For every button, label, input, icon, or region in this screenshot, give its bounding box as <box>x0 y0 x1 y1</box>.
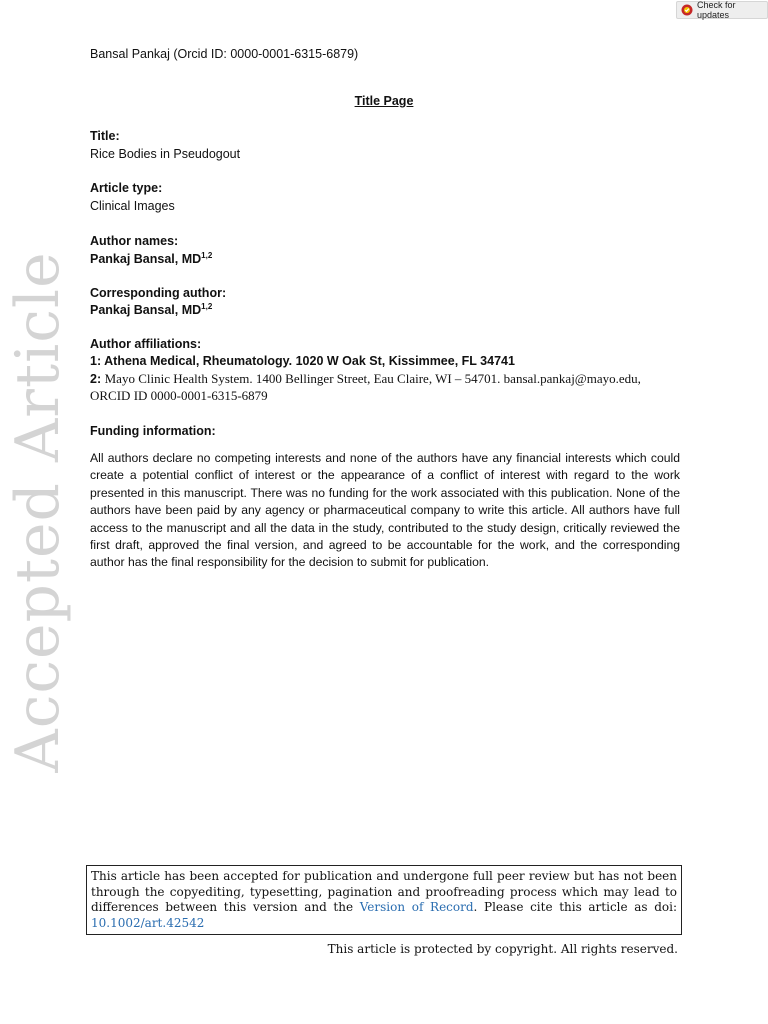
copyright-notice: This article is protected by copyright. All rights reserved. <box>327 942 678 956</box>
funding-label: Funding information: <box>90 424 216 438</box>
affiliations-label: Author affiliations: <box>90 337 202 351</box>
author-name-text: Pankaj Bansal, MD <box>90 252 202 266</box>
version-of-record-link[interactable]: Version of Record <box>359 900 474 914</box>
accepted-article-watermark: Accepted Article <box>3 251 73 773</box>
check-for-updates-button[interactable] <box>676 1 768 19</box>
author-affiliation-sup: 1,2 <box>201 250 213 260</box>
affiliation-2-text: Mayo Clinic Health System. 1400 Bellinger Street, Eau Claire, WI – 54701. bansal.pankaj@mayo.edu, <box>104 371 641 386</box>
funding-statement: All authors declare no competing interests and none of the authors have any financial interests which could create a potential conflict of interest or the appearance of a conflict of interest with regard to the work presented in this manuscript. There was no funding for the work associated with this publication. None of the authors have been paid by any agency or pharmaceutical company to write this article. All authors have full access to the manuscript and all the data in the study, contributed to the study design, critically reviewed the first draft, approved the final version, and agreed to be accountable for the work, and the corresponding author has the final responsibility for the decision to submit for publication. <box>90 451 680 570</box>
notice-text-after: . Please cite this article as doi: <box>473 900 677 914</box>
title-label: Title: <box>90 129 120 143</box>
title-page-heading: Title Page <box>354 94 414 108</box>
affiliation-1 <box>90 353 515 369</box>
notice-text-before: This article has been accepted for publication and undergone full peer review but has not been through the copyediting, typesetting, pagination and proofreading process which may lead to differences between this version and the <box>91 869 677 914</box>
article-type-value: Clinical Images <box>90 199 175 213</box>
corresponding-author-name <box>90 302 212 318</box>
acceptance-notice-box <box>86 865 682 935</box>
affiliation-2-number: 2: <box>90 372 102 386</box>
article-title: Rice Bodies in Pseudogout <box>90 147 241 161</box>
author-name <box>90 251 212 267</box>
corresponding-author-text: Pankaj Bansal, MD <box>90 303 202 317</box>
affiliation-1-number: 1: <box>90 354 102 368</box>
check-for-updates-icon <box>681 4 693 16</box>
check-for-updates-label: Check for updates <box>697 0 736 20</box>
author-orcid-header: Bansal Pankaj (Orcid ID: 0000-0001-6315-6879) <box>90 47 359 61</box>
affiliation-2 <box>90 371 641 387</box>
corresponding-author-label: Corresponding author: <box>90 286 227 300</box>
doi-link[interactable]: 10.1002/art.42542 <box>91 915 205 930</box>
affiliation-1-text: Athena Medical, Rheumatology. 1020 W Oak St, Kissimmee, FL 34741 <box>104 354 515 368</box>
author-names-label: Author names: <box>90 234 179 248</box>
affiliation-2-orcid: ORCID ID 0000-0001-6315-6879 <box>90 388 268 403</box>
corresponding-affiliation-sup: 1,2 <box>201 301 213 311</box>
article-type-label: Article type: <box>90 181 163 195</box>
